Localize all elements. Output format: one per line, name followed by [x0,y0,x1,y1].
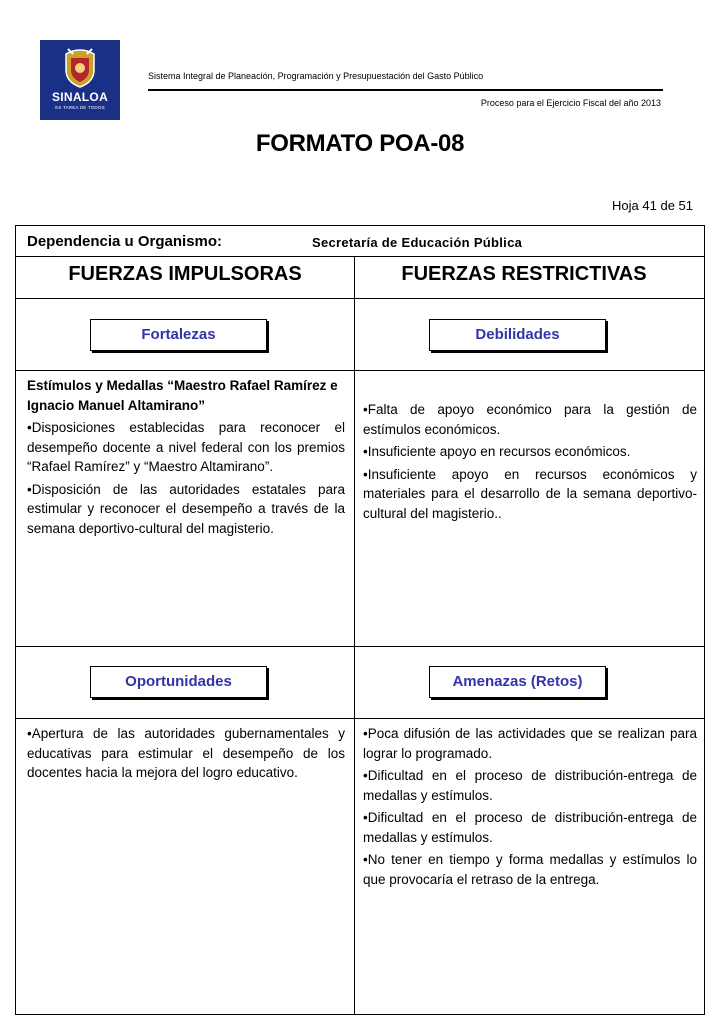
row-divider [16,256,704,257]
header-divider [148,89,663,91]
row-divider [16,370,704,371]
sheet-number: Hoja 41 de 51 [612,198,693,213]
opportunities-cell [27,724,345,786]
strengths-heading: Estímulos y Medallas “Maestro Rafael Ramírez e Ignacio Manuel Altamirano” [27,378,338,413]
list-item: • Dificultad en el proceso de distribución-entrega de medallas y estímulos. [363,808,697,847]
strengths-label: Fortalezas [90,319,267,351]
sinaloa-logo [40,40,120,120]
list-item: • Insuficiente apoyo en recursos económicos. [363,442,697,462]
coat-of-arms-icon [62,46,98,88]
threats-label: Amenazas (Retos) [429,666,606,698]
opportunities-label: Oportunidades [90,666,267,698]
list-item: • No tener en tiempo y forma medallas y estímulos lo que provocaría el retraso de la entrega. [363,850,697,889]
row-divider [16,646,704,647]
row-divider [16,718,704,719]
swot-table [15,225,705,1015]
logo-tagline: ES TAREA DE TODOS [55,105,105,110]
list-item: • Dificultad en el proceso de distribución-entrega de medallas y estímulos. [363,766,697,805]
strengths-cell [27,376,345,541]
logo-text: SINALOA [51,90,109,104]
driving-forces-heading: FUERZAS IMPULSORAS [68,263,302,285]
restraining-forces-heading: FUERZAS RESTRICTIVAS [401,263,647,285]
list-item: • Poca difusión de las actividades que se realizan para lograr lo programado. [363,724,697,763]
column-divider [354,256,355,1014]
system-title: Sistema Integral de Planeación, Programación y Presupuestación del Gasto Público [148,71,484,81]
row-divider [16,298,704,299]
list-item: • Apertura de las autoridades gubernamentales y educativas para estimular el desempeño de los docentes hacia la mejora del logro educativo. [27,724,345,783]
threats-cell [363,724,697,892]
weaknesses-list [363,400,697,523]
list-item: • Falta de apoyo económico para la gestión de estímulos económicos. [363,400,697,439]
opportunities-list [27,724,345,783]
dependency-value: Secretaría de Educación Pública [312,235,523,250]
process-text: Proceso para el Ejercicio Fiscal del año 2013 [480,98,661,108]
strengths-list [27,418,345,538]
list-item: • Disposiciones establecidas para reconocer el desempeño docente a nivel federal con los premios “Rafael Ramírez” y “Maestro Altamirano”. [27,418,345,477]
threats-list [363,724,697,889]
list-item: • Disposición de las autoridades estatales para estimular y reconocer el desempeño a través de la semana deportivo-cultural del magisterio. [27,480,345,539]
weaknesses-cell [363,400,697,526]
format-title: FORMATO POA-08 [255,130,465,157]
list-item: • Insuficiente apoyo en recursos económicos y materiales para el desarrollo de la semana deportivo-cultural del magisterio.. [363,465,697,524]
dependency-label: Dependencia u Organismo: [27,233,223,250]
weaknesses-label: Debilidades [429,319,606,351]
